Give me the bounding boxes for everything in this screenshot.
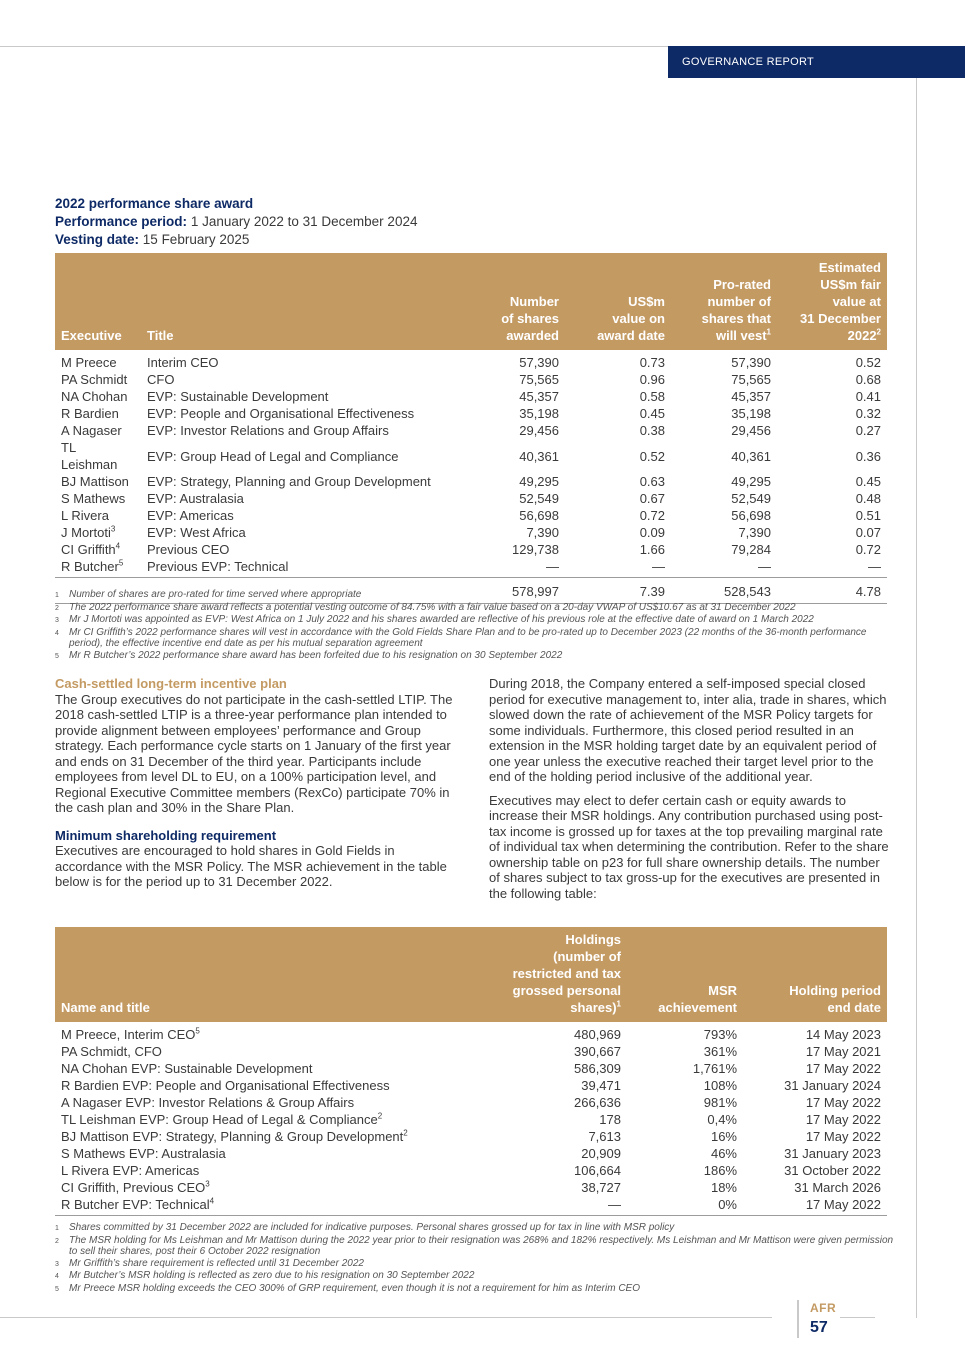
executive-name: NA Chohan [61,389,128,404]
prorated-shares: 49,295 [731,474,771,489]
footnote-text: Mr Preece MSR holding exceeds the CEO 300% of GRP requirement, even though it is not a requirement for him as Interim CEO [69,1282,641,1294]
footnote-number: 5 [55,652,59,660]
total-value: 7.39 [565,578,671,604]
prorated-shares: 40,361 [731,448,771,464]
msr-achievement: 0% [718,1197,737,1212]
value-award-date: 0.67 [639,491,665,506]
left-column [55,676,455,890]
col-name-title: Name and title [55,927,495,1022]
award-row [55,405,887,422]
holding-end-date: 31 January 2024 [784,1078,881,1093]
footnote-number: 1 [55,1225,59,1232]
value-award-date: 0.45 [639,406,665,421]
fair-value: 0.07 [855,525,881,540]
right-paragraph-1: During 2018, the Company entered a self-imposed special closed period for executive management to, inter alia, trade in shares, which slowed down the rate of achievement of the MSR Policy targets for some individuals. Furthermore, this closed period resulted in an extension in the MSR holding target date by an equivalent period of one year unless the executive reached their target level prior to the end of the holding period inclusive of the additional year. [489,676,887,784]
msr-row [55,1077,887,1094]
fair-value: 0.52 [855,355,881,370]
col-prorated: Pro-rated number of shares that will vest$^1$ [671,253,777,350]
shares-awarded: 40,361 [519,448,559,464]
holding-end-date: 17 May 2022 [805,1129,881,1144]
performance-period-value: 1 January 2022 to 31 December 2024 [190,214,418,229]
msr-body: Executives are encouraged to hold shares in Gold Fields in accordance with the MSR Policy. The MSR achievement in the table below is for the period up to 31 December 2022. [55,843,447,889]
prorated-shares: 75,565 [731,372,771,387]
msr-achievement: 18% [710,1180,737,1195]
award-row [55,371,887,388]
vesting-date-label: Vesting date: [55,232,140,247]
holdings: 178 [599,1112,621,1127]
msr-achievement: 186% [703,1163,737,1178]
executive-name: A Nagaser [61,423,122,438]
footnote [55,627,895,650]
msr-row [55,1196,887,1216]
shares-awarded: 35,198 [519,406,559,421]
executive-title: EVP: People and Organisational Effectiveness [147,406,415,421]
footnote [55,1222,895,1235]
footnote [55,650,895,663]
footnote-number: 5 [55,1285,59,1293]
name-and-title: NA Chohan EVP: Sustainable Development [61,1061,313,1076]
fair-value: 0.41 [855,389,881,404]
col-holding-end-date: Holding period end date [743,927,887,1022]
col-fair-value: Estimated US$m fair value at 31 December 2022$^2$ [777,253,887,350]
prorated-shares: 56,698 [731,508,771,523]
holdings: 106,664 [574,1163,621,1178]
shares-awarded: 75,565 [519,372,559,387]
fair-value: 0.48 [855,491,881,506]
msr-row [55,1060,887,1077]
msr-footnotes [55,1222,895,1295]
executive-name: TL Leishman [61,440,118,472]
shares-awarded: 56,698 [519,508,559,523]
prorated-shares: 57,390 [731,355,771,370]
holdings: 38,727 [581,1180,621,1195]
footnote-text: Mr J Mortoti was appointed as EVP: West Africa on 1 July 2022 and his shares awarded are reflective of his previous role at the effective date of award on 1 March 2022 [69,614,814,625]
footnote [55,589,895,602]
holdings: 390,667 [574,1044,621,1059]
shares-awarded: 129,738 [512,542,559,557]
side-rule [916,78,917,1318]
fair-value: 0.72 [855,542,881,557]
prorated-shares: 79,284 [731,542,771,557]
prorated-shares: 52,549 [731,491,771,506]
executive-name: BJ Mattison [61,474,129,489]
fair-value: — [868,559,881,574]
msr-achievement: 46% [710,1146,737,1161]
msr-table [55,927,887,1216]
holdings: 39,471 [581,1078,621,1093]
fair-value: 0.51 [855,508,881,523]
holdings: — [608,1197,621,1212]
msr-achievement: 16% [710,1129,737,1144]
value-award-date: 0.72 [639,508,665,523]
award-row [55,422,887,439]
total-fair: 4.78 [777,578,887,604]
total-prorated: 528,543 [671,578,777,604]
msr-row [55,1162,887,1179]
name-and-title: L Rivera EVP: Americas [61,1163,200,1178]
prorated-shares: 29,456 [731,423,771,438]
msr-row [55,1111,887,1128]
footnote [55,1283,895,1296]
footnote-text: Mr Butcher’s MSR holding is reflected as zero due to his resignation on 30 September 2022 [69,1270,475,1281]
shares-awarded: 7,390 [526,525,559,540]
name-and-title: BJ Mattison EVP: Strategy, Planning & Group Development$^2$ [61,1128,408,1144]
msr-achievement: 1,761% [692,1061,737,1076]
section-banner: GOVERNANCE REPORT [668,46,965,78]
value-award-date: 0.96 [639,372,665,387]
footnote-number: 2 [55,1237,59,1245]
executive-name: L Rivera [61,508,109,523]
footnote-text: Mr CI Griffith’s 2022 performance shares will vest in accordance with the Gold Fields Share Plan and to be pro-rated up to December 2023 (22 months of the 36-month performance period), the effective incentive end date as per his mutual separation agreement [69,626,867,649]
footnote-number: 3 [55,617,59,624]
footnote [55,1235,895,1258]
executive-name: R Butcher$^5$ [61,558,124,574]
bottom-rule [0,1317,772,1318]
footnote-text: The 2022 performance share award reflects a potential vesting outcome of 84.75% with a fair value based on a 20-day VWAP of US$10.67 as at 31 December 2022 [69,601,796,613]
total-shares: 578,997 [491,578,565,604]
shares-awarded: 49,295 [519,474,559,489]
holding-end-date: 14 May 2023 [805,1027,881,1042]
name-and-title: TL Leishman EVP: Group Head of Legal & Compliance$^2$ [61,1111,383,1127]
footnote-text: The MSR holding for Ms Leishman and Mr Mattison during the 2022 year prior to their resignation was 268% and 182% respectively. Ms Leishman and Mr Mattison were given permission to sell their shares, post their 6 October 2022 resignation [69,1234,894,1257]
footnote-text: Shares committed by 31 December 2022 are included for indicative purposes. Personal shares grossed up for tax in line with MSR policy [69,1222,675,1233]
footnote-number: 3 [55,1260,59,1268]
holdings: 586,309 [574,1061,621,1076]
name-and-title: R Bardien EVP: People and Organisational Effectiveness [61,1078,390,1093]
name-and-title: S Mathews EVP: Australasia [61,1146,226,1161]
name-and-title: A Nagaser EVP: Investor Relations & Group Affairs [61,1095,355,1110]
msr-row [55,1179,887,1196]
holdings: 7,613 [588,1129,621,1144]
shares-awarded: 29,456 [519,423,559,438]
holdings: 480,969 [574,1027,621,1042]
value-award-date: 0.73 [639,355,665,370]
fair-value: 0.45 [855,474,881,489]
value-award-date: 0.52 [639,448,665,464]
shares-awarded: — [546,559,559,574]
executive-title: EVP: Group Head of Legal and Compliance [147,448,399,464]
executive-title: EVP: Investor Relations and Group Affairs [147,423,389,438]
award-row [55,524,887,541]
footnote [55,614,895,627]
holding-end-date: 31 January 2023 [784,1146,881,1161]
footnote [55,602,895,615]
award-row [55,350,887,371]
page-number: 57 [810,1319,828,1336]
fair-value: 0.68 [855,372,881,387]
msr-row [55,1128,887,1145]
value-award-date: 0.63 [639,474,665,489]
award-row [55,473,887,490]
holding-end-date: 17 May 2022 [805,1112,881,1127]
value-award-date: 0.38 [639,423,665,438]
msr-row [55,1145,887,1162]
executive-title: EVP: Sustainable Development [147,389,329,404]
right-column [489,676,889,901]
executive-title: EVP: Australasia [147,491,244,506]
award-title: 2022 performance share award [55,196,254,211]
holding-end-date: 31 October 2022 [784,1163,881,1178]
prorated-shares: 45,357 [731,389,771,404]
award-row [55,507,887,524]
award-row [55,541,887,558]
executive-title: Interim CEO [147,355,219,370]
msr-achievement: 361% [703,1044,737,1059]
right-paragraph-2: Executives may elect to defer certain cash or equity awards to increase their MSR holdings. Any contribution purchased using post-tax income is grossed up for taxes at the top prevailing marginal rate of individual tax when determining the contribution. Refer to the share ownership table on p23 for full share ownership details. The number of shares subject to tax gross-up for the executives are presented in the following table: [489,792,889,901]
footnote-text: Number of shares are pro-rated for time served where appropriate [69,589,362,600]
holding-end-date: 31 March 2026 [794,1180,881,1195]
vesting-date [55,232,249,247]
award-row [55,490,887,507]
value-award-date: 1.66 [639,542,665,557]
footnote [55,1270,895,1283]
col-value-award-date: US$m value on award date [565,253,671,350]
executive-title: CFO [147,372,175,387]
footer-label: AFR [810,1301,837,1315]
award-row [55,388,887,405]
executive-name: PA Schmidt [61,372,128,387]
executive-name: CI Griffith$^4$ [61,541,121,557]
shares-awarded: 45,357 [519,389,559,404]
name-and-title: CI Griffith, Previous CEO$^3$ [61,1179,210,1195]
footnote-number: 4 [55,629,59,637]
msr-row [55,1043,887,1060]
footnote-text: Mr Griffith’s share requirement is reflected until 31 December 2022 [69,1257,364,1269]
performance-period [55,214,417,229]
col-shares-awarded: Number of shares awarded [491,253,565,350]
executive-name: J Mortoti$^3$ [61,524,116,540]
footnote-number: 1 [55,592,59,599]
award-footnotes [55,589,895,662]
holding-end-date: 17 May 2022 [805,1095,881,1110]
value-award-date: — [652,559,665,574]
holdings: 266,636 [574,1095,621,1110]
footnote-number: 4 [55,1273,59,1280]
award-row [55,558,887,578]
cash-ltip-heading: Cash-settled long-term incentive plan [55,676,287,691]
name-and-title: R Butcher EVP: Technical$^4$ [61,1196,215,1212]
holdings: 20,909 [581,1146,621,1161]
performance-period-label: Performance period: [55,214,188,229]
msr-row [55,1022,887,1043]
vesting-date-value: 15 February 2025 [142,232,250,247]
msr-achievement: 0,4% [707,1112,737,1127]
footnote-number: 2 [55,604,59,612]
msr-heading: Minimum shareholding requirement [55,827,277,843]
award-table [55,253,887,604]
prorated-shares: 7,390 [738,525,771,540]
footnote [55,1258,895,1271]
top-rule [0,46,668,47]
footnote-text: Mr R Butcher’s 2022 performance share award has been forfeited due to his resignation on 30 September 2022 [69,649,563,661]
col-holdings: Holdings (number of restricted and tax grossed personal shares)$^1$ [495,927,627,1022]
value-award-date: 0.58 [639,389,665,404]
bottom-rule-right [840,1317,875,1318]
prorated-shares: — [758,559,771,574]
shares-awarded: 52,549 [519,491,559,506]
fair-value: 0.32 [855,406,881,421]
executive-name: R Bardien [61,406,119,421]
holding-end-date: 17 May 2022 [805,1061,881,1076]
name-and-title: M Preece, Interim CEO$^5$ [61,1026,200,1042]
page-marker-bar [797,1300,799,1338]
award-row [55,439,887,473]
msr-row [55,1094,887,1111]
msr-achievement: 793% [703,1027,737,1042]
executive-title: EVP: Americas [147,508,234,523]
executive-title: EVP: West Africa [147,525,246,540]
name-and-title: PA Schmidt, CFO [61,1044,162,1059]
holding-end-date: 17 May 2021 [805,1044,881,1059]
award-header-row [55,253,887,350]
col-executive: Executive [55,253,141,350]
value-award-date: 0.09 [639,525,665,540]
executive-name: M Preece [61,355,117,370]
prorated-shares: 35,198 [731,406,771,421]
cash-ltip-body: The Group executives do not participate in the cash-settled LTIP. The 2018 cash-settled LTIP is a three-year performance plan intended to provide alignment between employees’ performance and Group strategy. Each performance cycle starts on 1 January of the first year and ends on 31 December of the third year. Participants include employees from level DL to EU, on a 100% participation level, and Regional Executive Committee members (RexCo) participate 70% in the cash plan and 30% in the Share Plan. [55,691,453,815]
executive-title: Previous EVP: Technical [147,559,289,574]
executive-title: EVP: Strategy, Planning and Group Development [147,474,431,489]
col-msr-achievement: MSR achievement [627,927,743,1022]
fair-value: 0.36 [855,448,881,464]
msr-achievement: 981% [703,1095,737,1110]
executive-title: Previous CEO [147,542,230,557]
fair-value: 0.27 [855,423,881,438]
msr-header-row [55,927,887,1022]
executive-name: S Mathews [61,491,126,506]
shares-awarded: 57,390 [519,355,559,370]
msr-achievement: 108% [703,1078,737,1093]
col-title: Title [141,253,491,350]
holding-end-date: 17 May 2022 [805,1197,881,1212]
